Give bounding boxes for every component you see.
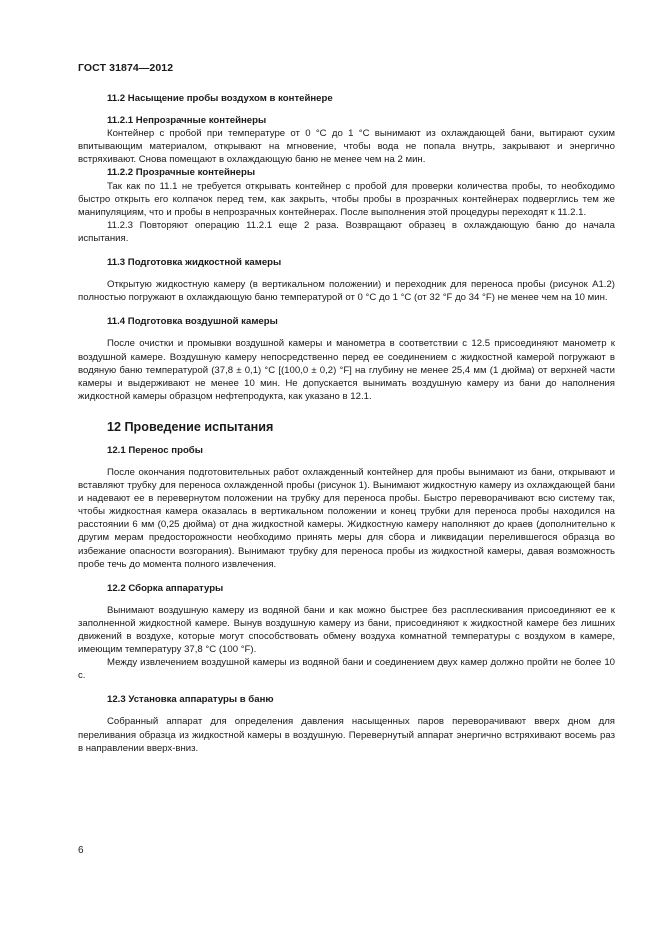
section-11-2-2-paragraph: Так как по 11.1 не требуется открывать контейнер с пробой для проверки количества пробы, то необходимо быстро открыть его колпачок перед тем, как закрыть, чтобы пробы в прозрачных контейнерах подверглись тем же манипуляциям, что и пробы в непрозрачных контейнерах. После выполнения этой процедуры переходят к 11.2.1. — [78, 180, 615, 218]
standard-designation: ГОСТ 31874—2012 — [78, 62, 174, 74]
section-11-4-heading: 11.4 Подготовка воздушной камеры — [107, 316, 278, 328]
document-body — [78, 92, 615, 755]
section-11-2-2-heading: 11.2.2 Прозрачные контейнеры — [107, 167, 256, 179]
section-12-1-paragraph: После окончания подготовительных работ охлажденный контейнер для пробы вынимают из бани, открывают и вставляют трубку для переноса охлажденной пробы (рисунок 1). Вынимают жидкостную камеру из охлаждающей бани и надевают ее в перевернутом положении на трубку для переноса пробы. Быстро переворачивают всю систему так, чтобы жидкостная камера оказалась в вертикальном положении и конец трубки для переноса пробы находился на расстоянии 6 мм (0,25 дюйма) от дна жидкостной камеры. Жидкостную камеру наполняют до краев (дополнительно к другим мерам предосторожности необходимо принять меры для сбора и ликвидации перелившегося образца во избежание опасности возгорания). Вынимают трубку для переноса пробы из жидкостной камеры, давая возможность пробе течь до момента полного извлечения. — [78, 466, 615, 570]
section-12-2-paragraph-1: Вынимают воздушную камеру из водяной бани и как можно быстрее без расплескивания присоединяют ее к заполненной жидкостной камере. Вынув воздушную камеру из бани, присоединяют к жидкостной камере без лишних движений в воздухе, которые могут способствовать обмену воздуха комнатной температуры с воздухом в камере, имеющим температуру 37,8 °C (100 °F). — [78, 604, 615, 656]
section-11-3-heading: 11.3 Подготовка жидкостной камеры — [107, 257, 282, 269]
section-12-3-paragraph: Собранный аппарат для определения давления насыщенных паров переворачивают вверх дном для переливания образца из жидкостной камеры в воздушную. Перевернутый аппарат энергично встряхивают восемь раз в направлении вверх-вниз. — [78, 716, 615, 754]
section-11-3-paragraph: Открытую жидкостную камеру (в вертикальном положении) и переходник для переноса пробы (рисунок А1.2) полностью погружают в охлаждающую баню температурой от 0 °C до 1 °C (от 32 °F до 34 °F) не менее чем на 10 мин. — [78, 279, 615, 304]
section-11-2-3-paragraph: 11.2.3 Повторяют операцию 11.2.1 еще 2 раза. Возвращают образец в охлаждающую баню до начала испытания. — [78, 219, 615, 244]
section-12-1-heading: 12.1 Перенос пробы — [107, 444, 203, 456]
section-11-2-1-heading: 11.2.1 Непрозрачные контейнеры — [107, 115, 267, 127]
section-12-2-paragraph-2: Между извлечением воздушной камеры из водяной бани и соединением двух камер должно пройти не более 10 с. — [78, 657, 615, 682]
section-11-4-paragraph: После очистки и промывки воздушной камеры и манометра в соответствии с 12.5 присоединяют манометр к воздушной камере. Воздушную камеру непосредственно перед ее соединением с жидкостной камерой погружают в водяную баню температурой (37,8 ± 0,1) °C [(100,0 ± 0,2) °F] на глубину не менее 25,4 мм (1 дюйма) от верхней части камеры и выдерживают не менее 10 мин. Не допускается вынимать воздушную камеру из бани до наполнения жидкостной камеры образцом нефтепродукта, как указано в 12.1. — [78, 338, 615, 402]
section-12-heading: 12 Проведение испытания — [107, 419, 274, 434]
page-number: 6 — [78, 845, 84, 856]
section-12-3-heading: 12.3 Установка аппаратуры в баню — [107, 694, 274, 706]
section-11-2-heading: 11.2 Насыщение пробы воздухом в контейнере — [107, 93, 333, 104]
section-11-2-1-paragraph: Контейнер с пробой при температуре от 0 °C до 1 °C вынимают из охлаждающей бани, вытирают сухим впитывающим материалом, открывают на мгновение, чтобы вода не попала внутрь, закрывают и энергично встряхивают. Снова помещают в охлаждающую баню не менее чем на 2 мин. — [78, 128, 615, 166]
section-12-2-heading: 12.2 Сборка аппаратуры — [107, 582, 224, 594]
